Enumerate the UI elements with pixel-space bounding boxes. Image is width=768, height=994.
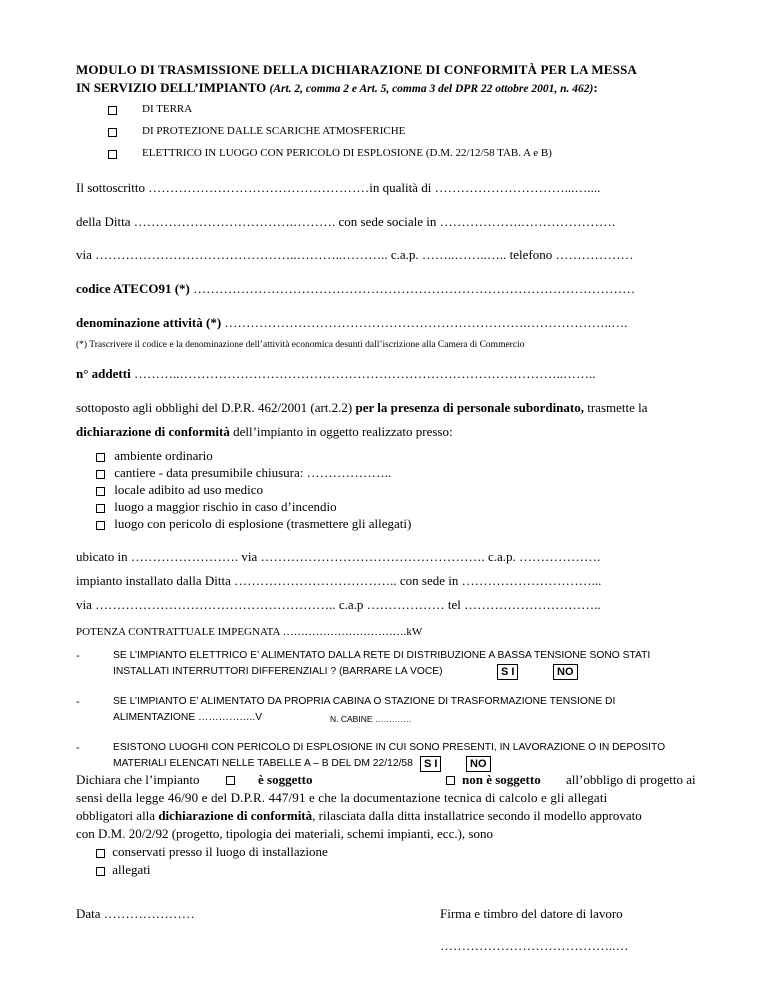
documentazione-label: allegati [112,862,151,877]
luogo-label: locale adibito ad uso medico [114,482,263,497]
impianto-type-terra[interactable] [108,103,193,116]
title-line-2: IN SERVIZIO DELL’IMPIANTO [76,80,267,95]
checkbox[interactable] [96,521,105,530]
no-option[interactable]: NO [466,756,491,772]
addetti-dots: ………..……………………………………………………………………………..…….. [133,366,596,381]
field-potenza[interactable]: POTENZA CONTRATTUALE IMPEGNATA …………………………….kW [76,626,423,638]
form-title-line-2 [76,80,598,96]
dichiara-intro: Dichiara che l’impianto [76,772,200,787]
non-soggetto-label: non è soggetto [462,772,541,787]
luogo-label: luogo a maggior rischio in caso d’incendio [114,499,337,514]
dichiara-line-3-b: , rilasciata dalla ditta installatrice secondo il modello approvato [312,808,642,823]
checkbox[interactable] [108,150,117,159]
impianto-type-scariche[interactable] [108,125,406,138]
luogo-label: luogo con pericolo di esplosione (trasmettere gli allegati) [114,516,412,531]
luogo-option[interactable] [96,465,391,481]
title-reference: (Art. 2, comma 2 e Art. 5, comma 3 del DPR 22 ottobre 2001, n. 462) [269,83,594,95]
question-1-line-1: SE L’IMPIANTO ELETTRICO E’ ALIMENTATO DALLA RETE DI DISTRIBUZIONE A BASSA TENSIONE SONO STATI [113,650,651,661]
question-dash: - [76,742,80,754]
title-line-1: MODULO DI TRASMISSIONE DELLA DICHIARAZIONE DI CONFORMITÀ PER LA MESSA [76,62,637,77]
field-via-installatore[interactable]: via ……………………………………………….. c.a.p ……………… tel ………………………….. [76,597,601,612]
ateco-dots: ………………………………………………………………………………………… [193,281,636,296]
documentazione-label: conservati presso il luogo di installazione [112,844,328,859]
denominazione-dots: …………………………………………………………….………………..…. [224,315,628,330]
documentazione-option[interactable] [96,862,151,878]
dichiarazione-text [76,424,453,440]
si-option[interactable]: S I [420,756,441,772]
field-addetti[interactable] [76,366,595,382]
dichiara-line-3-bold: dichiarazione di conformità [158,808,313,823]
field-data[interactable]: Data ………………… [76,906,195,921]
dichiara-line-3-a: obbligatori alla [76,808,156,823]
soggetto-checkbox[interactable] [226,776,235,785]
ateco-label: codice ATECO91 (*) [76,281,190,296]
field-denominazione[interactable] [76,315,627,331]
firma-field[interactable]: …………………………………..… [440,938,629,953]
luogo-option[interactable] [96,482,263,498]
checkbox[interactable] [96,470,105,479]
field-via[interactable]: via ………………………………………..………..……….. c.a.p. ……..……..….. telefono ……………… [76,247,634,262]
question-dash: - [76,696,80,708]
question-3-line-2: MATERIALI ELENCATI NELLE TABELLE A – B DEL DM 22/12/58 [113,758,413,769]
impianto-type-label: DI TERRA [142,103,193,115]
question-3-line-1: ESISTONO LUOGHI CON PERICOLO DI ESPLOSIONE IN CUI SONO PRESENTI, IN LAVORAZIONE O IN DEPOSITO [113,742,666,753]
dichiarazione-rest: dell’impianto in oggetto realizzato presso: [233,424,453,439]
sottoposto-bold: per la presenza di personale subordinato, [355,400,584,415]
no-option[interactable]: NO [553,664,578,680]
sottoposto-part-2: trasmette la [587,400,648,415]
question-2-line-2[interactable]: ALIMENTAZIONE ……………..V [113,712,263,723]
documentazione-option[interactable] [96,844,328,860]
firma-label: Firma e timbro del datore di lavoro [440,906,623,921]
luogo-option[interactable] [96,499,337,515]
dichiara-line-4: con D.M. 20/2/92 (progetto, tipologia dei materiali, schemi impianti, ecc.), sono [76,826,493,841]
field-sottoscritto[interactable]: Il sottoscritto ……………………………………………in qualità di …………………………...….... [76,180,601,195]
luogo-label: cantiere - data presumibile chiusura: ……………….. [114,465,392,480]
impianto-type-label: ELETTRICO IN LUOGO CON PERICOLO DI ESPLOSIONE (D.M. 22/12/58 TAB. A e B) [142,147,552,159]
checkbox[interactable] [108,106,117,115]
form-title [76,62,637,78]
ateco-note: (*) Trascrivere il codice e la denominazione dell’attività economica desunti dall’iscrizione alla Camera di Commercio [76,340,525,350]
dichiarazione-bold: dichiarazione di conformità [76,424,230,439]
luogo-label: ambiente ordinario [114,448,213,463]
luogo-option[interactable] [96,448,213,464]
checkbox[interactable] [96,487,105,496]
checkbox[interactable] [96,849,105,858]
dichiara-line-3 [76,808,642,824]
denominazione-label: denominazione attività (*) [76,315,222,330]
question-2-cabine[interactable]: N. CABINE …………. [330,714,412,724]
checkbox[interactable] [96,504,105,513]
question-2-line-1: SE L’IMPIANTO E’ ALIMENTATO DA PROPRIA CABINA O STAZIONE DI TRASFORMAZIONE TENSIONE DI [113,696,616,707]
si-option[interactable]: S I [497,664,518,680]
addetti-label: n° addetti [76,366,131,381]
dichiara-rest-1: all’obbligo di progetto ai [566,772,696,787]
question-dash: - [76,650,80,662]
checkbox[interactable] [96,867,105,876]
checkbox[interactable] [108,128,117,137]
non-soggetto-checkbox[interactable] [446,776,455,785]
title-colon: : [593,80,598,95]
field-ditta[interactable]: della Ditta ……………………………….………. con sede sociale in ……………….…………………. [76,214,616,229]
question-1-line-2: INSTALLATI INTERRUTTORI DIFFERENZIALI ? (BARRARE LA VOCE) [113,666,443,677]
impianto-type-label: DI PROTEZIONE DALLE SCARICHE ATMOSFERICHE [142,125,406,137]
luogo-option[interactable] [96,516,411,532]
sottoposto-text [76,400,648,416]
field-installato[interactable]: impianto installato dalla Ditta ……………………………….. con sede in …………………………... [76,573,602,588]
impianto-type-esplosione[interactable] [108,147,552,160]
dichiara-line-2: sensi della legge 46/90 e del D.P.R. 447/91 e che la documentazione tecnica di calcolo e gli allegati [76,790,608,805]
field-ubicato[interactable]: ubicato in ……………………. via ……………………………………………. c.a.p. ………………. [76,549,601,564]
field-ateco[interactable] [76,281,635,297]
soggetto-label: è soggetto [258,772,313,787]
sottoposto-part-1: sottoposto agli obblighi del D.P.R. 462/2001 (art.2.2) [76,400,353,415]
checkbox[interactable] [96,453,105,462]
